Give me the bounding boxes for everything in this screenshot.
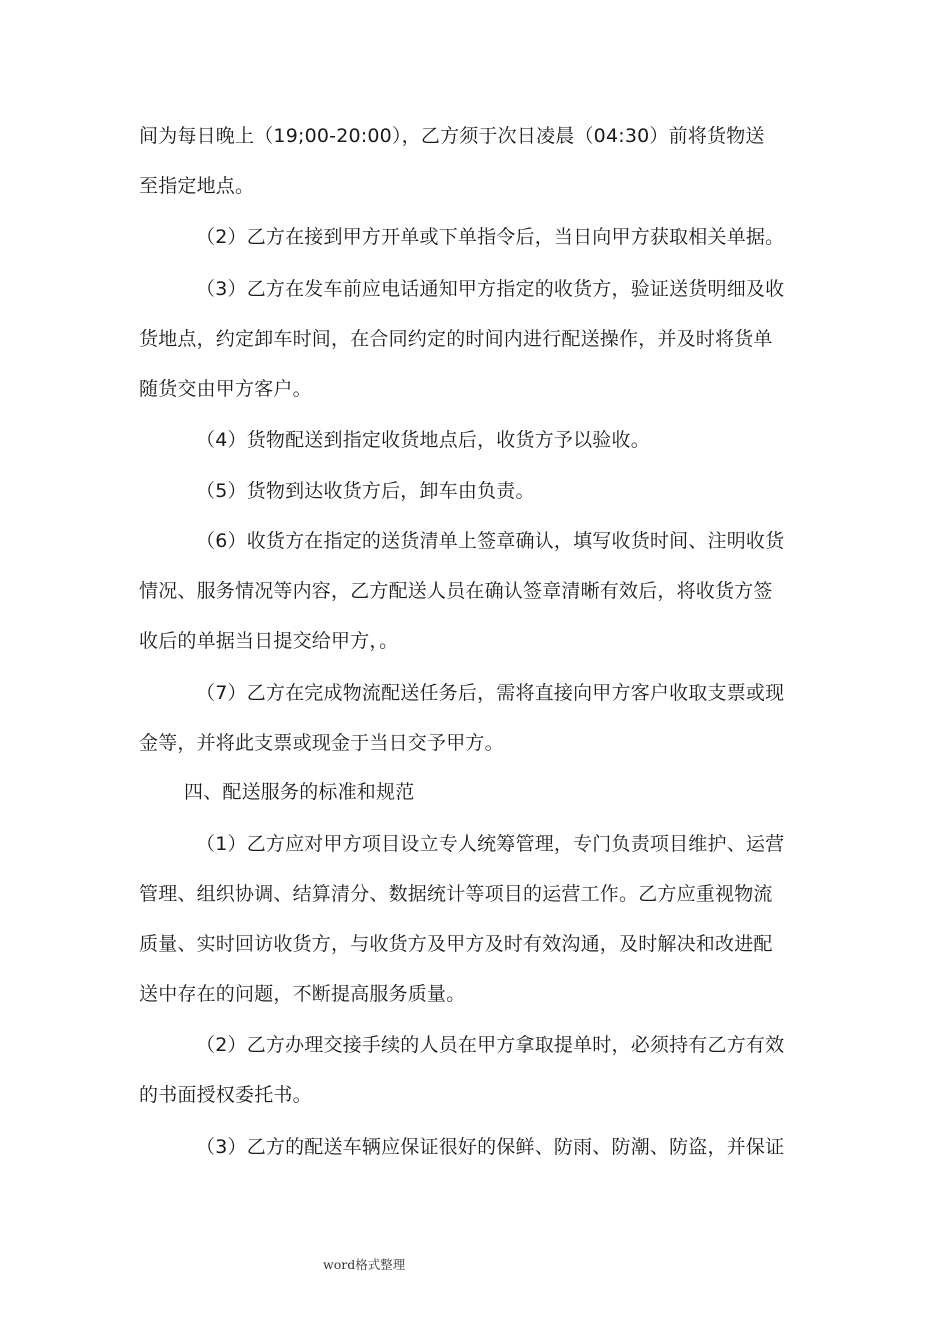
paragraph-line: 质量、实时回访收货方，与收货方及甲方及时有效沟通，及时解决和改进配 (139, 933, 773, 955)
paragraph-line: （3）乙方的配送车辆应保证很好的保鲜、防雨、防潮、防盗，并保证 (196, 1136, 785, 1158)
paragraph-line: 货地点，约定卸车时间，在合同约定的时间内进行配送操作，并及时将货单 (139, 328, 773, 350)
paragraph-line: （6）收货方在指定的送货清单上签章确认，填写收货时间、注明收货 (196, 530, 785, 552)
paragraph-line: （3）乙方在发车前应电话通知甲方指定的收货方，验证送货明细及收 (196, 278, 785, 300)
paragraph-line: 的书面授权委托书。 (139, 1084, 312, 1106)
paragraph-line: （2）乙方办理交接手续的人员在甲方拿取提单时，必须持有乙方有效 (196, 1034, 785, 1056)
paragraph-line: 送中存在的问题，不断提高服务质量。 (139, 983, 466, 1005)
paragraph-line: 金等，并将此支票或现金于当日交予甲方。 (139, 732, 504, 754)
paragraph-line: 随货交由甲方客户。 (139, 378, 312, 400)
paragraph-line: （4）货物配送到指定收货地点后，收货方予以验收。 (196, 429, 650, 451)
paragraph-line: 至指定地点。 (139, 175, 255, 197)
paragraph-line: （1）乙方应对甲方项目设立专人统筹管理，专门负责项目维护、运营 (196, 833, 785, 855)
page-footer: word格式整理 (323, 1257, 406, 1272)
paragraph-line: 收后的单据当日提交给甲方，。 (139, 630, 399, 652)
paragraph-line: 管理、组织协调、结算清分、数据统计等项目的运营工作。乙方应重视物流 (139, 883, 773, 905)
paragraph-line: 情况、服务情况等内容，乙方配送人员在确认签章清晰有效后，将收货方签 (139, 580, 773, 602)
paragraph-line: （2）乙方在接到甲方开单或下单指令后，当日向甲方获取相关单据。 (196, 226, 785, 248)
paragraph-line: 间为每日晚上（19;00-20:00），乙方须于次日凌晨（04:30）前将货物送 (139, 125, 765, 147)
section-heading: 四、配送服务的标准和规范 (184, 781, 415, 803)
paragraph-line: （7）乙方在完成物流配送任务后，需将直接向甲方客户收取支票或现 (196, 682, 785, 704)
paragraph-line: （5）货物到达收货方后，卸车由负责。 (196, 480, 535, 502)
